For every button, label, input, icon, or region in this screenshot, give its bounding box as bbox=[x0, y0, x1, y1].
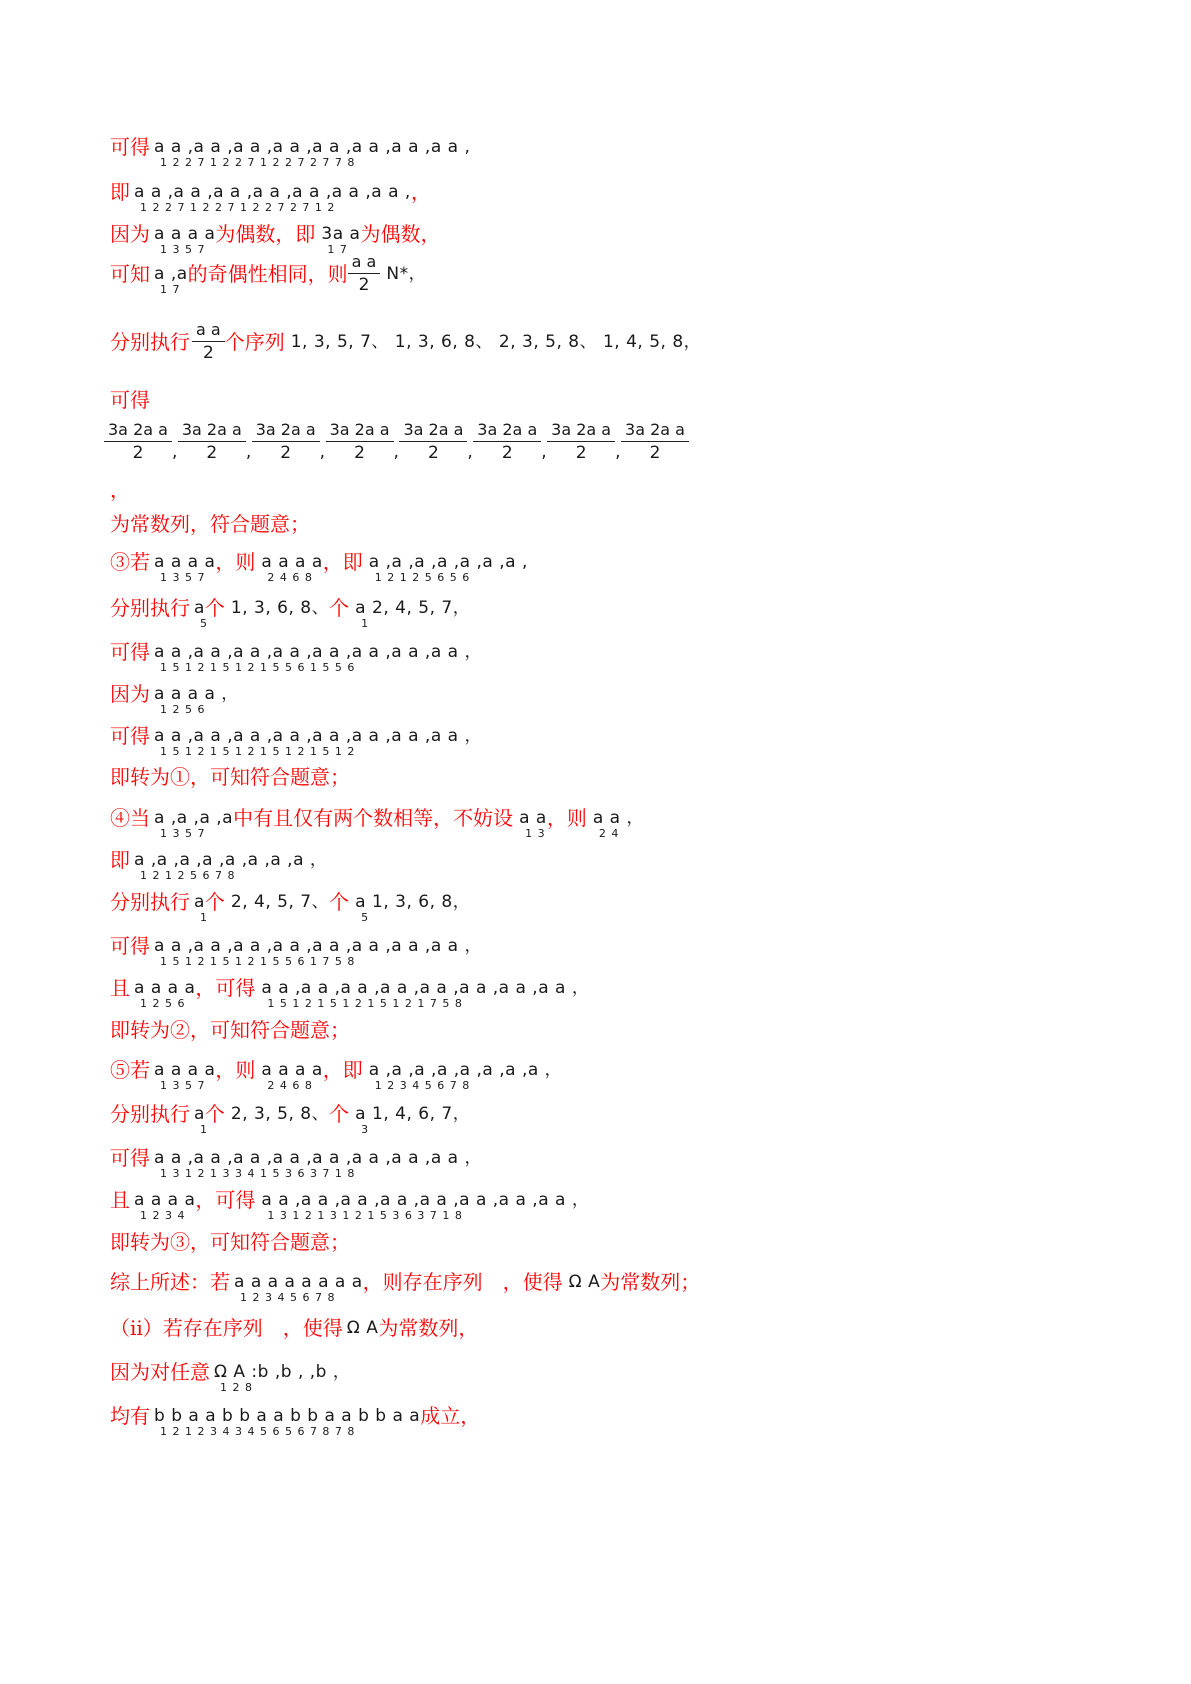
math-expression: a a ， bbox=[592, 808, 644, 828]
math-expression-subscripts: 1 2 2 7 1 2 2 7 1 2 2 7 2 7 1 2 bbox=[140, 201, 336, 214]
math-expression-group bbox=[194, 596, 208, 630]
chinese-text: 因为 bbox=[110, 682, 150, 706]
math-expression-group bbox=[519, 806, 547, 840]
math-expression-group bbox=[154, 550, 216, 584]
fraction bbox=[621, 420, 689, 463]
math-expression-subscripts: 1 5 1 2 1 5 1 2 1 5 5 6 1 7 5 8 bbox=[160, 955, 356, 968]
chinese-text: 因为 bbox=[110, 222, 150, 246]
math-expression-group bbox=[261, 550, 323, 584]
math-expression-subscripts: 2 4 6 8 bbox=[267, 571, 313, 584]
text-line bbox=[110, 1188, 1151, 1228]
math-expression-group bbox=[347, 1316, 379, 1340]
text-line bbox=[110, 1404, 1151, 1444]
math-expression-group bbox=[154, 640, 482, 674]
text-line bbox=[110, 640, 1151, 680]
math-expression-subscripts: 1 2 1 2 3 4 3 4 5 6 5 6 7 8 7 8 bbox=[160, 1425, 356, 1438]
text-line bbox=[110, 222, 1151, 262]
chinese-text: 即 bbox=[110, 180, 130, 204]
math-expression-group bbox=[134, 976, 196, 1010]
chinese-text: 的奇偶性相同，则 bbox=[187, 262, 348, 286]
text-line bbox=[104, 420, 1151, 463]
math-expression: a a ,a a ,a a ,a a ,a a ,a a ,a a ,a a ， bbox=[154, 642, 482, 662]
math-expression: a a ,a a ,a a ,a a ,a a ,a a ,a a ,a a ， bbox=[154, 936, 482, 956]
fraction bbox=[473, 420, 541, 463]
math-expression: a a a a bbox=[261, 1060, 323, 1080]
text-line bbox=[110, 1230, 1151, 1270]
text-line bbox=[110, 806, 1151, 846]
comma: , bbox=[319, 442, 326, 462]
chinese-text: 可得 bbox=[110, 135, 150, 159]
chinese-text: 可得 bbox=[110, 1146, 150, 1170]
math-expression-subscripts: 1 7 bbox=[327, 243, 348, 256]
math-expression-group bbox=[569, 1270, 601, 1294]
text-line bbox=[110, 252, 1151, 302]
chinese-text: 可得 bbox=[110, 640, 150, 664]
fraction-bar bbox=[252, 441, 320, 442]
math-expression-group bbox=[154, 682, 239, 716]
math-expression: a a ,a a ,a a ,a a ,a a ,a a ,a a , bbox=[134, 182, 411, 202]
math-expression-subscripts: 1 2 5 6 bbox=[140, 997, 186, 1010]
chinese-text: 均有 bbox=[110, 1404, 150, 1428]
fraction-denominator: 2 bbox=[354, 443, 365, 463]
math-expression-group bbox=[194, 890, 208, 924]
math-expression-group bbox=[231, 1102, 329, 1126]
math-expression: a a a a a a a a bbox=[234, 1272, 363, 1292]
fraction-bar bbox=[326, 441, 394, 442]
text-line bbox=[110, 890, 1151, 930]
text-line bbox=[110, 320, 1151, 370]
math-expression: a a ,a a ,a a ,a a ,a a ,a a ,a a ,a a ， bbox=[261, 1190, 590, 1210]
math-expression-group bbox=[372, 1102, 470, 1126]
text-line bbox=[110, 934, 1151, 974]
chinese-text: 即转为①，可知符合题意； bbox=[110, 765, 350, 789]
text-line bbox=[110, 135, 1151, 175]
math-expression-subscripts: 1 3 5 7 bbox=[160, 571, 206, 584]
math-expression: a a a a bbox=[154, 224, 216, 244]
chinese-text: ③若 bbox=[110, 550, 150, 574]
chinese-text: 可得 bbox=[110, 724, 150, 748]
chinese-text: 可得 bbox=[110, 388, 150, 412]
math-expression-group bbox=[154, 1404, 421, 1438]
math-expression: a bbox=[194, 598, 205, 618]
comma: , bbox=[393, 442, 400, 462]
chinese-text: 个 bbox=[204, 890, 225, 914]
math-expression: a a a a bbox=[261, 552, 323, 572]
chinese-text: 个 bbox=[329, 890, 350, 914]
math-expression-subscripts: 1 2 3 4 5 6 7 8 bbox=[374, 1079, 471, 1092]
math-expression-group bbox=[134, 1188, 196, 1222]
math-expression-group bbox=[368, 1058, 563, 1092]
fraction-numerator: 3a 2a a bbox=[551, 420, 612, 439]
math-expression: a a a a bbox=[154, 1060, 216, 1080]
text-line bbox=[110, 1018, 1151, 1058]
text-line bbox=[110, 550, 1151, 590]
fraction-numerator: a a bbox=[196, 320, 221, 339]
chinese-text: 可知 bbox=[110, 262, 150, 286]
math-expression-subscripts: 5 bbox=[361, 911, 370, 924]
fraction-bar bbox=[399, 441, 467, 442]
chinese-text: ④当 bbox=[110, 806, 150, 830]
math-expression-subscripts: 1 2 8 bbox=[220, 1381, 253, 1394]
text-line bbox=[110, 1360, 1151, 1400]
math-expression-group bbox=[194, 1102, 208, 1136]
math-expression: a bbox=[194, 1104, 205, 1124]
math-expression-group bbox=[154, 262, 188, 296]
text-line bbox=[110, 848, 1151, 888]
math-expression-group bbox=[134, 180, 411, 214]
chinese-text: ， bbox=[110, 478, 130, 502]
fraction-denominator: 2 bbox=[358, 275, 370, 295]
math-expression-group bbox=[154, 135, 471, 169]
math-expression: 1, 3, 6, 8、 bbox=[230, 598, 330, 618]
chinese-text: 为常数列，符合题意； bbox=[110, 512, 310, 536]
math-expression-subscripts: 2 4 6 8 bbox=[267, 1079, 313, 1092]
chinese-text: 为偶数， bbox=[360, 222, 441, 246]
fraction-bar bbox=[192, 341, 225, 342]
fraction-bar bbox=[473, 441, 541, 442]
fraction bbox=[348, 252, 381, 295]
math-expression-group bbox=[154, 1058, 216, 1092]
fraction-numerator: 3a 2a a bbox=[403, 420, 464, 439]
math-expression-subscripts: 1 3 5 7 bbox=[160, 827, 206, 840]
math-expression-subscripts: 1 2 1 2 5 6 5 6 bbox=[374, 571, 471, 584]
math-expression: Ω A bbox=[568, 1272, 601, 1292]
math-expression-group bbox=[154, 806, 234, 840]
chinese-text: 成立， bbox=[420, 1404, 481, 1428]
math-expression: a a bbox=[519, 808, 547, 828]
math-expression-group bbox=[355, 1102, 370, 1136]
math-expression-subscripts: 1 2 1 2 5 6 7 8 bbox=[140, 869, 236, 882]
math-expression-subscripts: 1 7 bbox=[160, 283, 181, 296]
math-expression-subscripts: 1 5 1 2 1 5 1 2 1 5 5 6 1 5 5 6 bbox=[160, 661, 356, 674]
chinese-text: 即转为②，可知符合题意； bbox=[110, 1018, 350, 1042]
math-expression: 2, 4, 5, 7， bbox=[372, 598, 471, 618]
chinese-text: 且 bbox=[110, 1188, 130, 1212]
fraction-denominator: 2 bbox=[501, 443, 513, 463]
chinese-text: 个 bbox=[329, 596, 350, 620]
chinese-text: 为常数列， bbox=[378, 1316, 479, 1340]
fraction-numerator: 3a 2a a bbox=[181, 420, 242, 439]
math-expression: a ,a ,a ,a ,a ,a ,a , bbox=[368, 552, 528, 572]
fraction-denominator: 2 bbox=[132, 443, 144, 463]
chinese-text: 即 bbox=[110, 848, 130, 872]
math-expression-subscripts: 2 4 bbox=[598, 827, 620, 840]
fraction-bar bbox=[178, 441, 246, 442]
math-expression: a a ,a a ,a a ,a a ,a a ,a a ,a a ,a a ， bbox=[154, 726, 482, 746]
math-expression: a a ,a a ,a a ,a a ,a a ,a a ,a a ,a a ， bbox=[154, 1148, 482, 1168]
math-expression-group bbox=[355, 890, 370, 924]
math-expression-subscripts: 1 2 5 6 bbox=[160, 703, 206, 716]
math-expression: a ,a bbox=[154, 264, 188, 284]
comma: , bbox=[467, 442, 474, 462]
chinese-text: 中有且仅有两个数相等，不妨设 bbox=[233, 806, 514, 830]
fraction-denominator: 2 bbox=[428, 443, 439, 463]
text-line bbox=[110, 180, 1151, 220]
math-expression-subscripts: 1 2 3 4 bbox=[140, 1209, 186, 1222]
chinese-text: 分别执行 bbox=[110, 330, 190, 354]
text-line bbox=[110, 1146, 1151, 1186]
chinese-text: 个 bbox=[204, 596, 225, 620]
fraction bbox=[104, 420, 172, 463]
math-expression: a bbox=[355, 892, 367, 912]
text-line bbox=[110, 1058, 1151, 1098]
fraction-numerator: 3a 2a a bbox=[625, 420, 685, 439]
chinese-text: 为偶数，即 bbox=[215, 222, 316, 246]
math-expression-subscripts: 1 3 bbox=[525, 827, 546, 840]
chinese-text: ，则 bbox=[215, 1058, 256, 1082]
math-expression-group bbox=[261, 1058, 323, 1092]
comma: , bbox=[171, 442, 178, 462]
math-expression: a a a a bbox=[154, 552, 216, 572]
math-expression-group bbox=[592, 806, 644, 840]
comma: , bbox=[245, 442, 252, 462]
math-expression: 1, 3, 6, 8， bbox=[372, 892, 471, 912]
fraction-denominator: 2 bbox=[649, 443, 661, 463]
comma: , bbox=[541, 442, 548, 462]
fraction-denominator: 2 bbox=[280, 443, 292, 463]
math-expression: Ω A bbox=[346, 1318, 379, 1338]
fraction-denominator: 2 bbox=[575, 443, 587, 463]
math-expression: a a ,a a ,a a ,a a ,a a ,a a ,a a ,a a , bbox=[154, 137, 471, 157]
math-expression: a ,a ,a ,a ,a ,a ,a ,a ， bbox=[134, 850, 328, 870]
chinese-text: 综上所述：若 bbox=[110, 1270, 230, 1294]
math-expression-group bbox=[154, 934, 482, 968]
math-expression-subscripts: 3 bbox=[361, 1123, 370, 1136]
math-expression-group bbox=[368, 550, 528, 584]
chinese-text: 个 bbox=[204, 1102, 225, 1126]
math-expression: a bbox=[194, 892, 205, 912]
math-expression-subscripts: 1 bbox=[200, 911, 208, 924]
math-expression-group bbox=[321, 222, 361, 256]
math-expression-subscripts: 1 bbox=[200, 1123, 208, 1136]
fraction-numerator: 3a 2a a bbox=[108, 420, 168, 439]
comma: , bbox=[615, 442, 622, 462]
math-expression-subscripts: 1 3 5 7 bbox=[160, 243, 206, 256]
math-expression-group bbox=[154, 1146, 482, 1180]
fraction-denominator: 2 bbox=[202, 343, 214, 363]
math-expression-group bbox=[386, 262, 426, 286]
math-expression-subscripts: 5 bbox=[200, 617, 208, 630]
chinese-text: （ⅱ）若存在序列 ，使得 bbox=[110, 1316, 343, 1340]
math-expression-subscripts: 1 3 1 2 1 3 3 4 1 5 3 6 3 7 1 8 bbox=[160, 1167, 356, 1180]
math-expression: 2, 3, 5, 8、 bbox=[230, 1104, 330, 1124]
math-expression: 3a a bbox=[321, 224, 361, 244]
math-expression: a ,a ,a ,a ,a ,a ,a ,a ， bbox=[368, 1060, 563, 1080]
chinese-text: 个序列 bbox=[224, 330, 285, 354]
chinese-text: 可得 bbox=[110, 934, 150, 958]
math-expression-subscripts: 1 bbox=[361, 617, 370, 630]
chinese-text: 且 bbox=[110, 976, 130, 1000]
math-expression-subscripts: 1 5 1 2 1 5 1 2 1 5 1 2 1 5 1 2 bbox=[160, 745, 356, 758]
fraction-bar bbox=[348, 273, 381, 274]
math-expression: 1, 3, 5, 7、 1, 3, 6, 8、 2, 3, 5, 8、 1, 4, 5, 8， bbox=[290, 332, 702, 352]
chinese-text: ，则 bbox=[546, 806, 587, 830]
fraction bbox=[399, 420, 467, 463]
math-expression: a a ,a a ,a a ,a a ,a a ,a a ,a a ,a a ， bbox=[261, 978, 590, 998]
fraction-numerator: 3a 2a a bbox=[255, 420, 316, 439]
math-expression: a ,a ,a ,a bbox=[154, 808, 234, 828]
fraction-numerator: a a bbox=[351, 252, 377, 271]
math-expression-group bbox=[154, 724, 482, 758]
chinese-text: ，即 bbox=[322, 1058, 363, 1082]
fraction bbox=[178, 420, 246, 463]
math-expression-group bbox=[355, 596, 370, 630]
math-expression: a bbox=[355, 598, 367, 618]
chinese-text: ⑤若 bbox=[110, 1058, 150, 1082]
fraction-bar bbox=[621, 441, 689, 442]
math-expression: 2, 4, 5, 7、 bbox=[230, 892, 330, 912]
math-expression: 1, 4, 6, 7， bbox=[372, 1104, 471, 1124]
text-line bbox=[110, 765, 1151, 805]
math-expression-subscripts: 1 2 3 4 5 6 7 8 bbox=[240, 1291, 336, 1304]
math-expression-group bbox=[261, 976, 590, 1010]
chinese-text: ，则 bbox=[215, 550, 256, 574]
math-expression-group bbox=[261, 1188, 590, 1222]
chinese-text: ，则存在序列 ，使得 bbox=[362, 1270, 563, 1294]
chinese-text: ， bbox=[410, 180, 431, 204]
text-line bbox=[110, 976, 1151, 1016]
fraction-bar bbox=[104, 441, 172, 442]
math-expression-subscripts: 1 3 5 7 bbox=[160, 1079, 206, 1092]
fraction bbox=[547, 420, 615, 463]
math-expression: Ω A :b ,b , ,b ， bbox=[214, 1362, 351, 1382]
math-expression: a a a a ， bbox=[154, 684, 239, 704]
math-expression-subscripts: 1 2 2 7 1 2 2 7 1 2 2 7 2 7 7 8 bbox=[160, 156, 356, 169]
text-line bbox=[110, 596, 1151, 636]
math-expression-subscripts: 1 3 1 2 1 3 1 2 1 5 3 6 3 7 1 8 bbox=[267, 1209, 463, 1222]
math-expression-group bbox=[214, 1360, 351, 1394]
math-expression: a a a a bbox=[134, 1190, 196, 1210]
text-line bbox=[110, 1102, 1151, 1142]
fraction bbox=[192, 320, 225, 363]
fraction-denominator: 2 bbox=[206, 443, 218, 463]
chinese-text: 为常数列； bbox=[600, 1270, 701, 1294]
math-expression-group bbox=[234, 1270, 363, 1304]
chinese-text: 分别执行 bbox=[110, 1102, 190, 1126]
fraction bbox=[252, 420, 320, 463]
chinese-text: 个 bbox=[329, 1102, 350, 1126]
text-line bbox=[110, 512, 1151, 552]
math-expression: b b a a b b a a b b a a b b a a bbox=[154, 1406, 421, 1426]
math-expression-group bbox=[291, 330, 701, 354]
chinese-text: 分别执行 bbox=[110, 596, 190, 620]
text-line bbox=[110, 724, 1151, 764]
chinese-text: ，可得 bbox=[195, 976, 256, 1000]
fraction bbox=[326, 420, 394, 463]
text-line bbox=[110, 1316, 1151, 1356]
math-expression: a a a a bbox=[134, 978, 196, 998]
chinese-text: ，可得 bbox=[195, 1188, 256, 1212]
math-expression-group bbox=[231, 890, 329, 914]
chinese-text: 即转为③，可知符合题意； bbox=[110, 1230, 350, 1254]
chinese-text: 因为对任意 bbox=[110, 1360, 210, 1384]
fraction-numerator: 3a 2a a bbox=[477, 420, 538, 439]
fraction-bar bbox=[547, 441, 615, 442]
math-expression-group bbox=[231, 596, 329, 620]
math-expression-group bbox=[134, 848, 328, 882]
chinese-text: ，即 bbox=[322, 550, 363, 574]
math-expression-subscripts: 1 5 1 2 1 5 1 2 1 5 1 2 1 7 5 8 bbox=[267, 997, 463, 1010]
chinese-text: 分别执行 bbox=[110, 890, 190, 914]
math-expression: N*， bbox=[386, 264, 427, 284]
math-expression-group bbox=[372, 596, 470, 620]
fraction-numerator: 3a 2a a bbox=[329, 420, 390, 439]
math-expression-group bbox=[372, 890, 470, 914]
text-line bbox=[110, 1270, 1151, 1310]
math-expression: a bbox=[355, 1104, 367, 1124]
text-line bbox=[110, 682, 1151, 722]
math-expression-group bbox=[154, 222, 216, 256]
